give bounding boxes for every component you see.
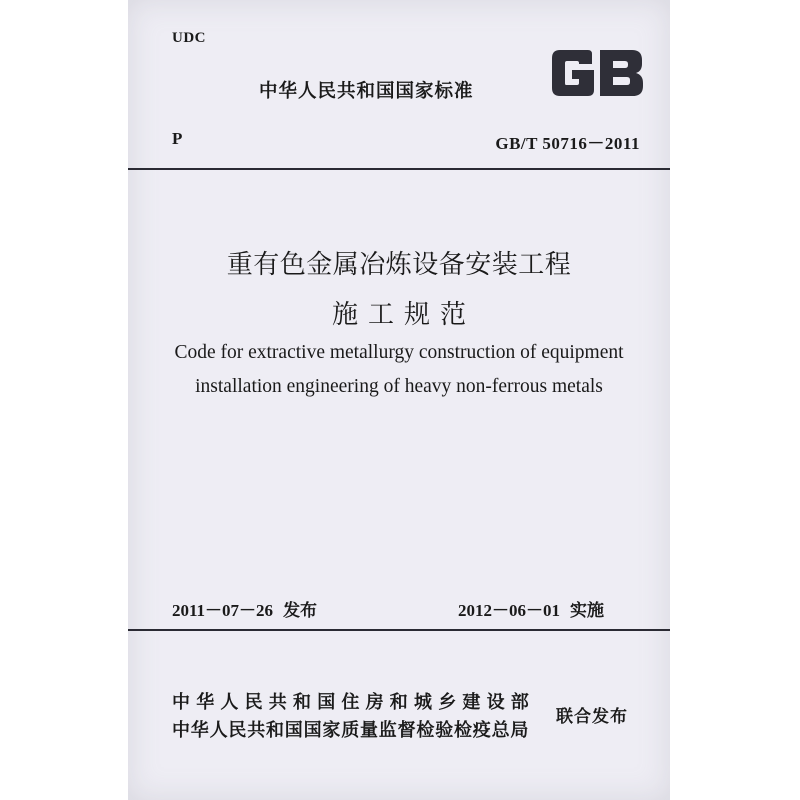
title-en-line1: Code for extractive metallurgy construction of equipment [174,342,624,363]
title-zh-line1: 重有色金属冶炼设备安装工程 [226,250,572,280]
issue-label: 发布 [283,601,318,621]
implement-date: 2012－06－01 [458,601,560,620]
gb-logo [548,46,646,100]
standard-code: GB/T 50716－2011 [495,134,640,153]
classification-letter: P [172,129,183,148]
bottom-divider [128,629,670,631]
publisher-line2: 中华人民共和国国家质量监督检验检疫总局 [172,720,530,741]
issue-date: 2011－07－26 [172,601,274,620]
top-divider [128,168,670,170]
publisher-line1: 中华人民共和国住房和城乡建设部 [172,692,535,713]
issue-date-block [172,596,317,621]
implement-label: 实施 [570,601,604,621]
joint-publish-label: 联合发布 [556,707,628,727]
title-zh-line2: 施工规范 [331,300,476,330]
standard-cover [128,0,670,800]
national-standard-heading: 中华人民共和国国家标准 [259,81,474,102]
title-en-line2: installation engineering of heavy non-ferrous metals [195,376,603,397]
udc-label: UDC [172,30,206,46]
implement-date-block [458,596,604,621]
